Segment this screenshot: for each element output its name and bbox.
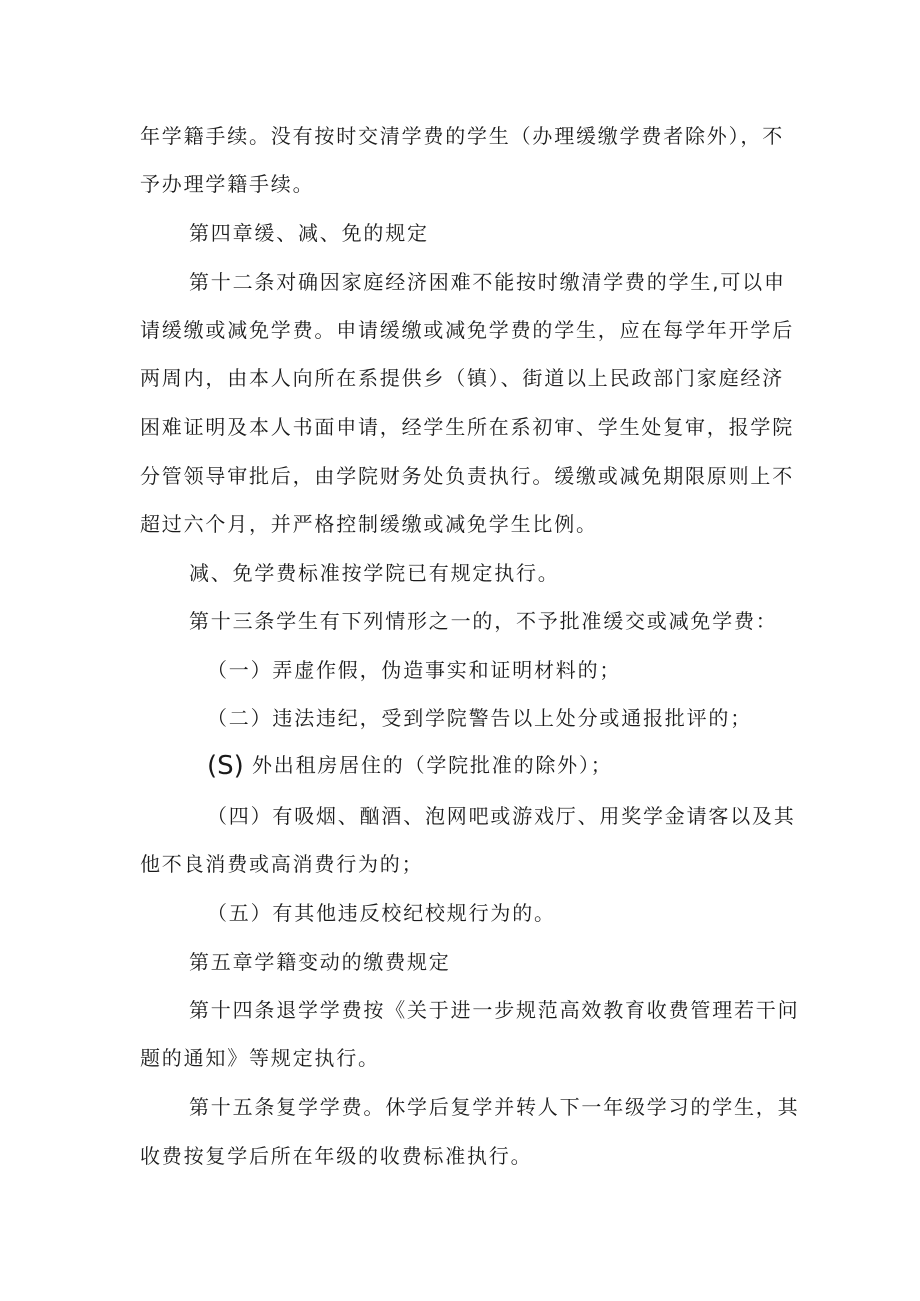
text-line: 题的通知》等规定执行。 [140, 1046, 380, 1070]
list-item: （二）违法违纪，受到学院警告以上处分或通报批评的； [207, 706, 752, 730]
text-line: 第十三条学生有下列情形之一的，不予批准缓交或减免学费： [189, 609, 778, 633]
text-line: 第十二条对确因家庭经济困难不能按时缴清学费的学生,可以申 [189, 270, 786, 294]
text-line: 减、免学费标准按学院已有规定执行。 [189, 561, 560, 585]
text-line: 收费按复学后所在年级的收费标准执行。 [140, 1144, 533, 1168]
text-line: 请缓缴或减免学费。申请缓缴或减免学费的学生，应在每学年开学后 [140, 318, 794, 342]
chapter-heading: 第四章缓、减、免的规定 [189, 221, 429, 245]
list-item [207, 751, 613, 781]
list-marker: (S) [207, 751, 244, 781]
list-item: （四）有吸烟、酗酒、泡网吧或游戏厅、用奖学金请客以及其 [207, 804, 796, 828]
text-line: 他不良消费或高消费行为的； [140, 852, 424, 876]
list-item: （五）有其他违反校纪校规行为的。 [207, 901, 556, 925]
text-line: 两周内，由本人向所在系提供乡（镇）、街道以上民政部门家庭经济 [140, 366, 784, 390]
text-line: 超过六个月，并严格控制缓缴或减免学生比例。 [140, 512, 598, 536]
chapter-heading: 第五章学籍变动的缴费规定 [189, 950, 451, 974]
text-line: 第十四条退学学费按《关于进一步规范高效教育收费管理若干问 [189, 998, 800, 1022]
text-line: 年学籍手续。没有按时交清学费的学生（办理缓缴学费者除外），不 [140, 124, 784, 148]
list-item-text: 外出租房居住的（学院批准的除外）； [251, 753, 613, 777]
list-item: （一）弄虚作假，伪造事实和证明材料的； [207, 658, 622, 682]
text-line: 第十五条复学学费。休学后复学并转人下一年级学习的学生，其 [189, 1095, 800, 1119]
text-line: 予办理学籍手续。 [140, 172, 315, 196]
text-line: 困难证明及本人书面申请，经学生所在系初审、学生处复审，报学院 [140, 415, 794, 439]
text-line: 分管领导审批后，由学院财务处负责执行。缓缴或减免期限原则上不 [140, 464, 794, 488]
